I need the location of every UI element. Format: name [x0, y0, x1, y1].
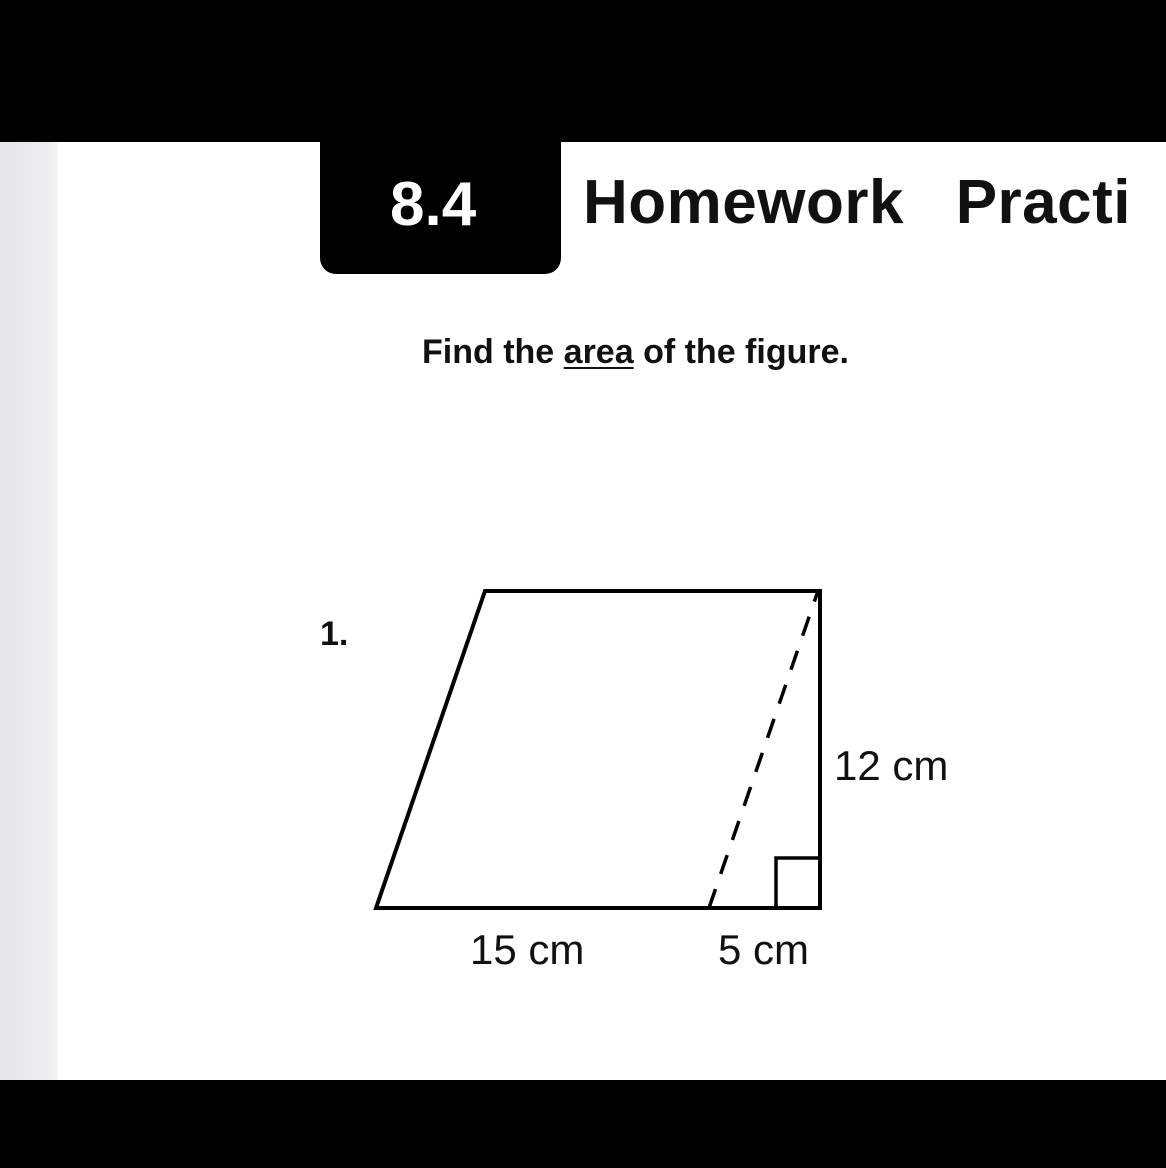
parallelogram-outline: [376, 591, 820, 908]
base-label: 15 cm: [470, 926, 585, 973]
section-number: 8.4: [390, 170, 477, 239]
instruction-after: of the figure.: [633, 333, 849, 371]
height-label: 12 cm: [834, 742, 949, 789]
bottom-black-bar: [0, 1080, 1166, 1168]
right-angle-marker: [776, 858, 820, 908]
top-black-bar: [0, 0, 1166, 142]
instruction-underlined-word: area: [563, 333, 634, 371]
parallelogram-figure: [0, 142, 1166, 1080]
height-dashed-line: [709, 591, 818, 908]
instruction-before: Find the: [422, 333, 564, 371]
problem-number: 1.: [320, 615, 349, 653]
offset-label: 5 cm: [718, 926, 810, 973]
worksheet-page: [0, 142, 1166, 1080]
section-title: Homework Practi: [583, 168, 1132, 237]
